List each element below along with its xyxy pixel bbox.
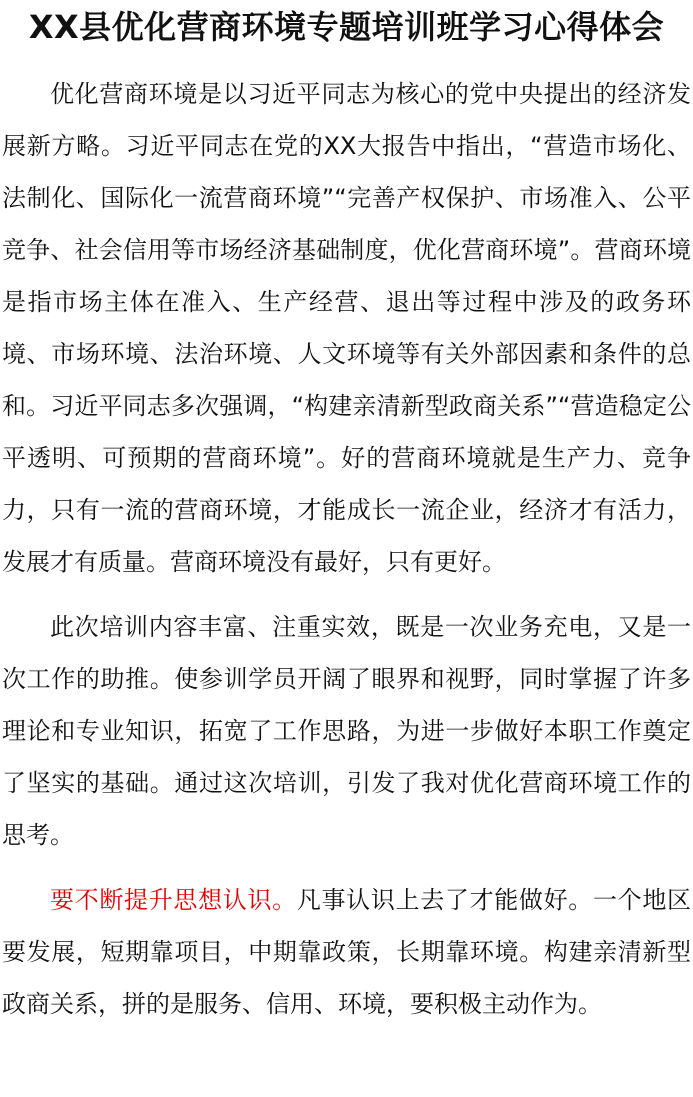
paragraph-3-body: 凡事认识上去了才能做好。一个地区要发展，短期靠项目，中期靠政策，长期靠环境。构建亲清新型政商关系，拼的是服务、信用、环境，要积极主动作为。 [2, 886, 692, 1018]
paragraph-1: 优化营商环境是以习近平同志为核心的党中央提出的经济发展新方略。习近平同志在党的XX大报告中指出，“营造市场化、法制化、国际化一流营商环境”“完善产权保护、市场准入、公平竞争、社会信用等市场经济基础制度，优化营商环境”。营商环境是指市场主体在准入、生产经营、退出等过程中涉及的政务环境、市场环境、法治环境、人文环境等有关外部因素和条件的总和。习近平同志多次强调，“构建亲清新型政商关系”“营造稳定公平透明、可预期的营商环境”。好的营商环境就是生产力、竞争力，只有一流的营商环境，才能成长一流企业，经济才有活力，发展才有质量。营商环境没有最好，只有更好。 [2, 80, 691, 576]
document-title: XX县优化营商环境专题培训班学习心得体会 [28, 8, 665, 46]
paragraph-3 [0, 874, 693, 1030]
paragraph-3-heading: 要不断提升思想认识。 [50, 886, 297, 914]
paragraph-2: 此次培训内容丰富、注重实效，既是一次业务充电，又是一次工作的助推。使参训学员开阔了眼界和视野，同时掌握了许多理论和专业知识，拓宽了工作思路，为进一步做好本职工作奠定了坚实的基础。通过这次培训，引发了我对优化营商环境工作的思考。 [2, 613, 691, 849]
